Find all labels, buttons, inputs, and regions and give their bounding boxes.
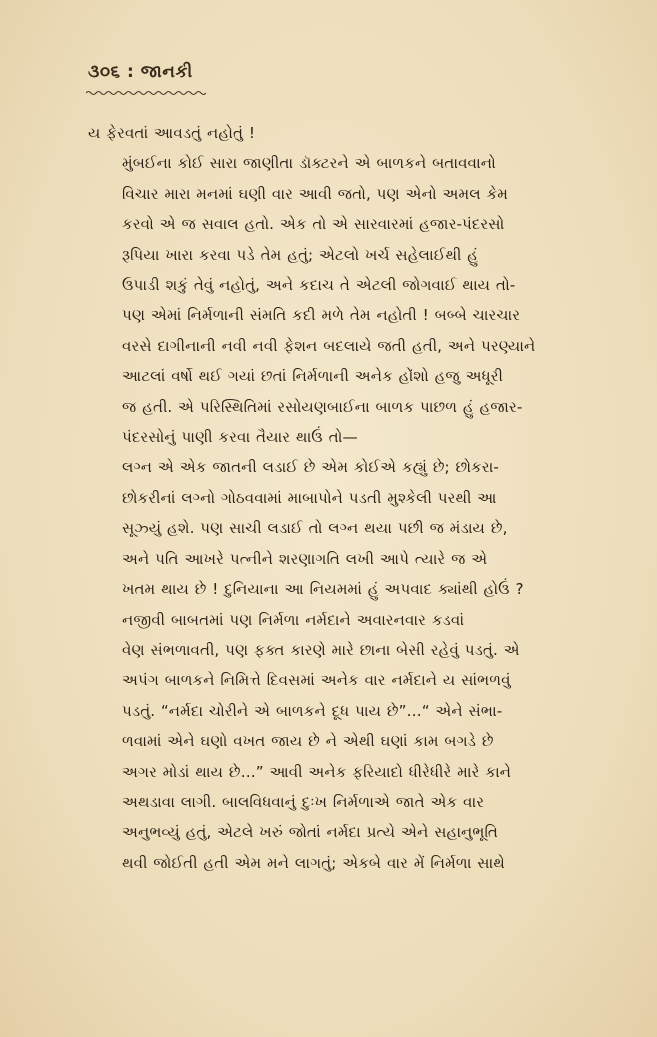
text-line: જ હતી. એ પરિસ્થિતિમાં રસોયણબાઈના બાળક પાછળ હું હજાર- — [122, 397, 523, 416]
text-line: પડતું. “નર્મદા ચોરીને એ બાળકને દૂધ પાય છે”…“ એને સંભા- — [122, 701, 503, 720]
text-line: થવી જોઈતી હતી એમ મને લાગતું; એકબે વાર મેં નિર્મળા સાથે — [122, 853, 505, 872]
page-number: ૩૦૬ — [88, 62, 121, 82]
body-text — [88, 118, 600, 878]
text-line: આટલાં વર્ષો થઈ ગયાં છતાં નિર્મળાની અનેક હોંશો હજુ અધૂરી — [122, 367, 503, 386]
running-title: જાનકી — [140, 62, 193, 82]
text-line: મુંબઈના કોઈ સારા જાણીતા ડૉક્ટરને એ બાળકને બતાવવાનો — [122, 154, 496, 173]
paragraph — [88, 452, 600, 604]
text-line: અપંગ બાળકને નિમિત્તે દિવસમાં અનેક વાર નર્મદાને ય સાંભળવું — [122, 671, 511, 690]
text-line: રૂપિયા ખારા કરવા પડે તેમ હતું; એટલો ખર્ચ સહેલાઈથી હું — [122, 245, 479, 264]
text-line: ખતમ થાય છે ! દુનિયાના આ નિયમમાં હું અપવાદ ક્યાંથી હોઉં ? — [122, 580, 524, 599]
text-line: કરવો એ જ સવાલ હતો. એક તો એ સારવારમાં હજાર-પંદરસો — [122, 215, 505, 234]
text-line: છોકરીનાં લગ્નો ગોઠવવામાં માબાપોને પડતી મુશ્કેલી પરથી આ — [122, 488, 497, 507]
text-line: પણ એમાં નિર્મળાની સંમતિ કદી મળે તેમ નહોતી ! બબ્બે ચારચાર — [122, 306, 521, 325]
text-line: વિચાર મારા મનમાં ઘણી વાર આવી જતો, પણ એનો અમલ કેમ — [122, 184, 509, 203]
text-line: ળવામાં એને ઘણો વખત જાય છે ને એથી ઘણાં કામ બગડે છે — [122, 732, 494, 751]
text-line: ઉપાડી શકું તેવું નહોતું, અને કદાચ તે એટલી જોગવાઈ થાય તો- — [122, 276, 516, 295]
text-line: અગર મોડાં થાય છે…” આવી અનેક ફરિયાદો ધીરેધીરે મારે કાને — [122, 762, 512, 781]
text-line: અથડાવા લાગી. બાલવિધવાનું દુઃખ નિર્મળાએ જાતે એક વાર — [122, 792, 485, 811]
text-line: લગ્ન એ એક જાતની લડાઈ છે એમ કોઈએ કહ્યું છે; છોકરા- — [122, 458, 499, 477]
text-line: પંદરસોનું પાણી કરવા તૈયાર થાઉં તો— — [122, 428, 358, 447]
running-header — [88, 62, 193, 82]
text-line: વેણ સંભળાવતી, પણ ફક્ત કારણે મારે છાના બેસી રહેવું પડતું. એ — [122, 640, 520, 659]
header-separator: : — [127, 62, 135, 82]
text-line: ય ફેરવતાં આવડતું નહોતું ! — [88, 124, 255, 142]
text-line: અનુભવ્યું હતું, એટલે ખરું જોતાં નર્મદા પ્રત્યે એને સહાનુભૂતિ — [122, 823, 499, 842]
text-line: નજીવી બાબતમાં પણ નિર્મળા નર્મદાને અવારનવાર કડવાં — [122, 610, 465, 629]
decorative-wavy-rule — [86, 90, 206, 96]
paragraph — [88, 605, 600, 879]
text-line: વરસે દાગીનાની નવી નવી ફેશન બદલાયે જતી હતી, અને પરણ્યાને — [122, 336, 536, 355]
text-line: અને પતિ આખરે પત્નીને શરણાગતિ લખી આપે ત્યારે જ એ — [122, 549, 488, 568]
paragraph — [88, 148, 600, 452]
paragraph — [88, 118, 600, 148]
text-line: સૂઝ્યું હશે. પણ સાચી લડાઈ તો લગ્ન થયા પછી જ મંડાય છે, — [122, 519, 508, 538]
